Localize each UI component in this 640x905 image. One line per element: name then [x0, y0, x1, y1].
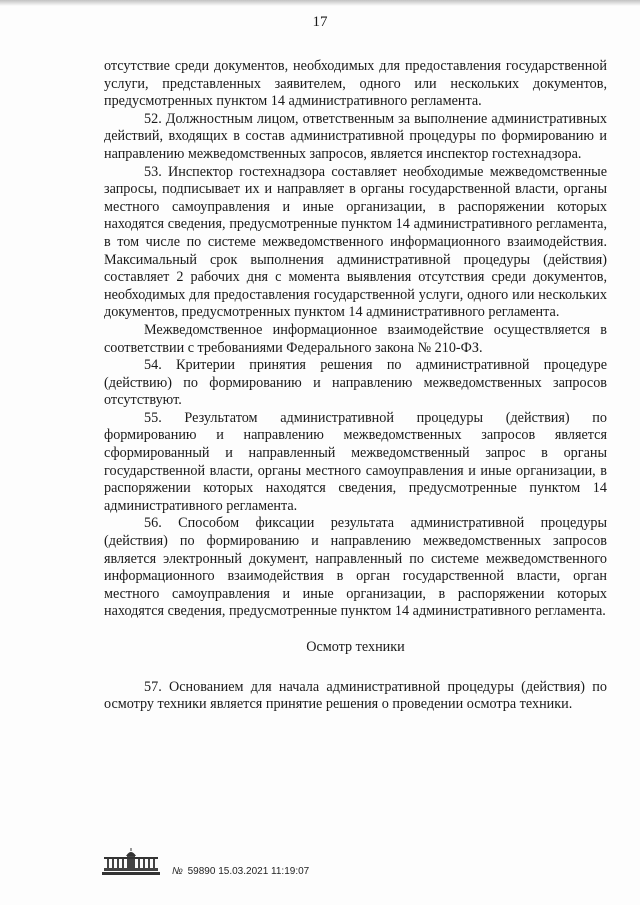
paragraph: 55. Результатом административной процедуры (действия) по формированию и направлению межведомственных запросов является сформированный и направленный межведомственный запрос в органы государственной власти, органы местного самоуправления и иные организации, в распоряжении которых находятся сведения, предусмотренные пунктом 14 административного регламента.	[104, 409, 607, 514]
paragraph: 56. Способом фиксации результата административной процедуры (действия) по формированию и направлению межведомственных запросов является электронный документ, направленный по системе межведомственного информационного взаимодействия в орган государственной власти, орган местного самоуправления и иные организации, в распоряжении которых находятся сведения, предусмотренные пунктом 14 административного регламента.	[104, 515, 607, 620]
document-body	[104, 58, 607, 714]
section-heading: Осмотр техники	[306, 639, 405, 655]
paragraph: 53. Инспектор гостехнадзора составляет необходимые межведомственные запросы, подписывает их и направляет в органы государственной власти, органы местного самоуправления и иные организации, в распоряжении которых находятся сведения, предусмотренные пунктом 14 административного регламента, в том числе по системе межведомственного информационного взаимодействия. Максимальный срок выполнения административной процедуры (действия) составляет 2 рабочих дня с момента выявления отсутствия среди документов, необходимых для предоставления государственной услуги, одного или нескольких документов, предусмотренных пунктом 14 административного регламента.	[104, 163, 607, 321]
stamp-mark: №	[172, 866, 183, 877]
paragraph: 52. Должностным лицом, ответственным за выполнение административных действий, входящих в состав административной процедуры по формированию и направлению межведомственных запросов, является инспектор гостехнадзора.	[104, 110, 607, 162]
scan-edge-shadow	[0, 0, 640, 6]
stamp-text: 59890 15.03.2021 11:19:07	[187, 866, 310, 877]
document-footer	[100, 848, 360, 880]
document-registration-stamp	[172, 866, 309, 877]
page-number: 17	[312, 14, 328, 30]
paragraph: 54. Критерии принятия решения по административной процедуре (действию) по формированию и направлению межведомственных запросов отсутствуют.	[104, 357, 607, 409]
government-building-emblem-icon	[100, 848, 162, 876]
paragraph: отсутствие среди документов, необходимых для предоставления государственной услуги, представленных заявителем, одного или нескольких документов, предусмотренных пунктом 14 административного регламента.	[104, 58, 607, 110]
paragraph: 57. Основанием для начала административной процедуры (действия) по осмотру техники является принятие решения о проведении осмотра техники.	[104, 678, 607, 713]
paragraph: Межведомственное информационное взаимодействие осуществляется в соответствии с требованиями Федерального закона № 210-ФЗ.	[104, 321, 607, 356]
